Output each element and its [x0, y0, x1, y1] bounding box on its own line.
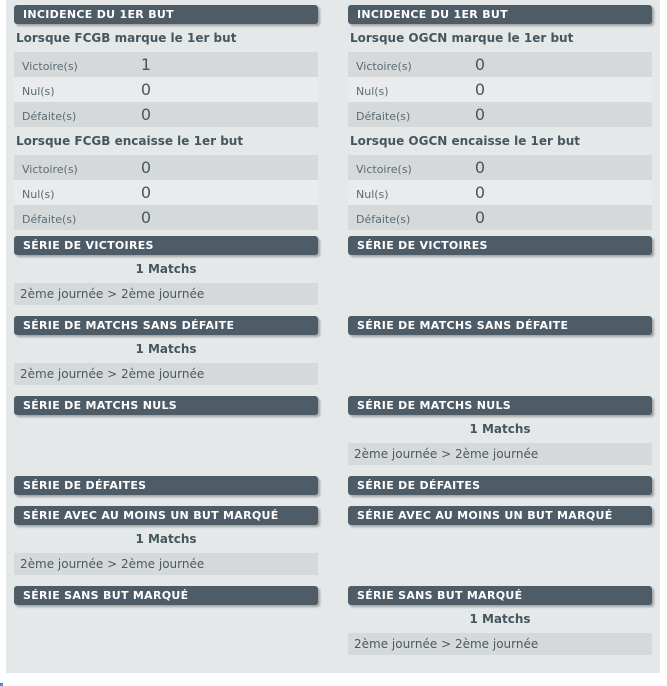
- series-row-defaites: [14, 476, 652, 495]
- stat-row: [14, 102, 318, 127]
- incidence-column-fcgb: [14, 5, 318, 230]
- subheader-fcgb-marque: Lorsque FCGB marque le 1er but: [16, 31, 237, 45]
- stat-label: Victoire(s): [356, 60, 412, 73]
- series-cell-left: [14, 586, 318, 655]
- incidence-section: [14, 5, 652, 230]
- section-header-defaites-left: SÉRIE DE DÉFAITES: [14, 476, 318, 495]
- matches-count: 1 Matchs: [135, 262, 197, 276]
- series-cell-left: [14, 236, 318, 305]
- journee-range: 2ème journée > 2ème journée: [348, 633, 652, 655]
- stat-row: [348, 77, 652, 102]
- stat-row: [348, 102, 652, 127]
- stat-value: 0: [474, 183, 486, 202]
- section-header-incidence-right: INCIDENCE DU 1ER BUT: [348, 5, 652, 24]
- stat-label: Victoire(s): [22, 60, 78, 73]
- matches-count: 1 Matchs: [469, 422, 531, 436]
- stat-row: [14, 180, 318, 205]
- series-row-nuls: [14, 396, 652, 465]
- stat-row: [14, 52, 318, 77]
- series-cell-right: [348, 586, 652, 655]
- series-cell-left: [14, 316, 318, 385]
- series-cell-right: [348, 506, 652, 575]
- stat-row: [14, 155, 318, 180]
- stat-label: Nul(s): [356, 85, 389, 98]
- section-header-but-marque-right: SÉRIE AVEC AU MOINS UN BUT MARQUÉ: [348, 506, 652, 525]
- incidence-column-ogcn: [348, 5, 652, 230]
- subheader-ogcn-marque: Lorsque OGCN marque le 1er but: [350, 31, 574, 45]
- section-header-victoires-right: SÉRIE DE VICTOIRES: [348, 236, 652, 255]
- stat-label: Victoire(s): [22, 163, 78, 176]
- stat-value: 0: [474, 105, 486, 124]
- series-cell-right: [348, 476, 652, 495]
- section-header-sans-defaite-right: SÉRIE DE MATCHS SANS DÉFAITE: [348, 316, 652, 335]
- stat-value: 0: [140, 183, 152, 202]
- stat-label: Nul(s): [22, 85, 55, 98]
- stat-value: 0: [140, 208, 152, 227]
- series-row-sans-but: [14, 586, 652, 655]
- stat-label: Défaite(s): [356, 110, 411, 123]
- section-header-nuls-left: SÉRIE DE MATCHS NULS: [14, 396, 318, 415]
- stat-label: Défaite(s): [356, 213, 411, 226]
- stats-panel: [6, 0, 660, 673]
- series-cell-right: [348, 236, 652, 305]
- stat-value: 0: [474, 55, 486, 74]
- section-header-victoires-left: SÉRIE DE VICTOIRES: [14, 236, 318, 255]
- stat-row: [14, 77, 318, 102]
- stat-value: 0: [140, 80, 152, 99]
- section-header-defaites-right: SÉRIE DE DÉFAITES: [348, 476, 652, 495]
- stat-row: [14, 205, 318, 230]
- journee-range: 2ème journée > 2ème journée: [14, 363, 318, 385]
- stat-row: [348, 52, 652, 77]
- stat-value: 0: [474, 158, 486, 177]
- stat-value: 0: [474, 80, 486, 99]
- stat-label: Victoire(s): [356, 163, 412, 176]
- series-cell-left: [14, 506, 318, 575]
- stat-label: Défaite(s): [22, 213, 77, 226]
- series-row-but-marque: [14, 506, 652, 575]
- stat-value: 0: [140, 105, 152, 124]
- series-cell-right: [348, 396, 652, 465]
- stat-row: [348, 180, 652, 205]
- matches-count: 1 Matchs: [469, 612, 531, 626]
- section-header-nuls-right: SÉRIE DE MATCHS NULS: [348, 396, 652, 415]
- section-header-sans-but-left: SÉRIE SANS BUT MARQUÉ: [14, 586, 318, 605]
- stat-label: Nul(s): [356, 188, 389, 201]
- subheader-ogcn-encaisse: Lorsque OGCN encaisse le 1er but: [350, 134, 580, 148]
- stat-label: Nul(s): [22, 188, 55, 201]
- series-row-sans-defaite: [14, 316, 652, 385]
- stat-row: [348, 205, 652, 230]
- stat-value: 0: [140, 158, 152, 177]
- subheader-fcgb-encaisse: Lorsque FCGB encaisse le 1er but: [16, 134, 244, 148]
- journee-range: 2ème journée > 2ème journée: [348, 443, 652, 465]
- section-header-incidence-left: INCIDENCE DU 1ER BUT: [14, 5, 318, 24]
- series-cell-left: [14, 476, 318, 495]
- stat-label: Défaite(s): [22, 110, 77, 123]
- stat-row: [348, 155, 652, 180]
- journee-range: 2ème journée > 2ème journée: [14, 283, 318, 305]
- matches-count: 1 Matchs: [135, 342, 197, 356]
- section-header-sans-but-right: SÉRIE SANS BUT MARQUÉ: [348, 586, 652, 605]
- section-header-sans-defaite-left: SÉRIE DE MATCHS SANS DÉFAITE: [14, 316, 318, 335]
- stat-value: 0: [474, 208, 486, 227]
- series-cell-right: [348, 316, 652, 385]
- stat-value: 1: [140, 55, 152, 74]
- section-header-but-marque-left: SÉRIE AVEC AU MOINS UN BUT MARQUÉ: [14, 506, 318, 525]
- series-row-victoires: [14, 236, 652, 305]
- matches-count: 1 Matchs: [135, 532, 197, 546]
- series-cell-left: [14, 396, 318, 465]
- journee-range: 2ème journée > 2ème journée: [14, 553, 318, 575]
